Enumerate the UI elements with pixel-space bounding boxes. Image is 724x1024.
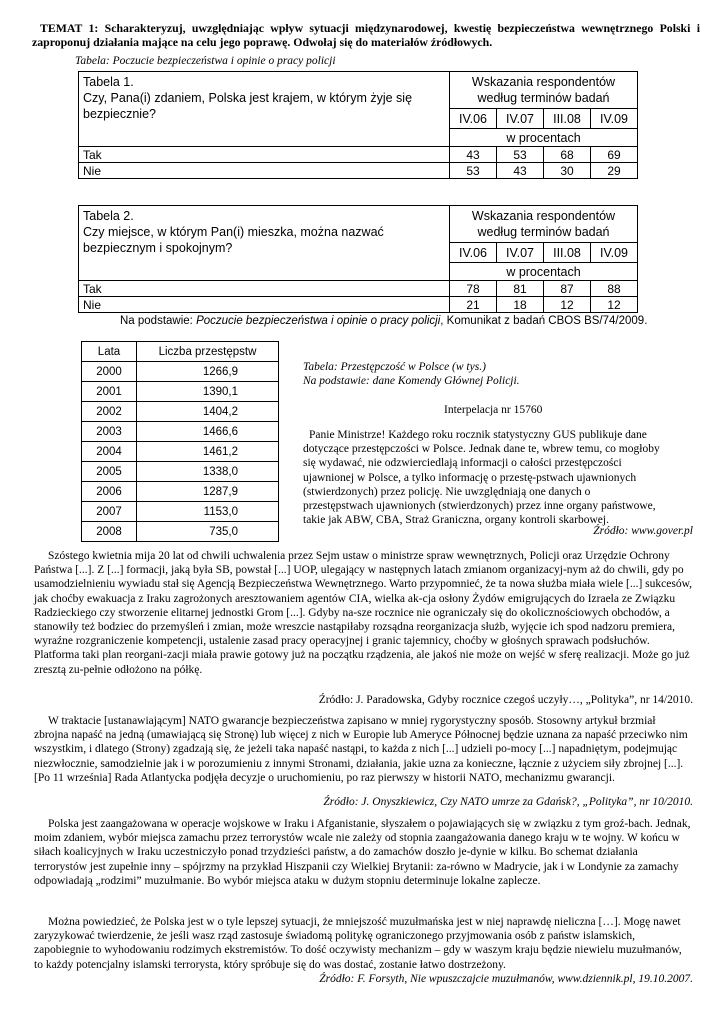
table2-cell: 78	[450, 281, 497, 297]
crime-year: 2000	[82, 362, 137, 382]
paragraph-terrorism: Polska jest zaangażowana w operacje wojskowe w Iraku i Afganistanie, słyszałem o pojawiających się w związku z tym groź-bach. Jednak, moim zdaniem, wybór miejsca zamachu przez terrorystów wcale nie zależy od stopnia zaangażowania danego kraju w te wojny. W końcu w siłach koalicyjnych w Iraku uczestniczyło ponad trzydzieści państw, a do zamachów doszło je-dynie w kilku. Bo schemat działania terrorystów jest zupełnie inny – spójrzmy na przykład Hiszpanii czy Wielkiej Brytanii: za-równo w Madrycie, jak i w Londynie za zamachy odpowiadają „rodzimi” muzułmanie. Bo wybór miejsca ataku w dużym stopniu determinuje lokalne zaplecze.	[34, 818, 691, 887]
source-title: Poczucie bezpieczeństwa i opinie o pracy policji	[196, 315, 441, 327]
table-row	[82, 442, 279, 462]
table-row	[82, 402, 279, 422]
table2-period: IV.06	[450, 243, 497, 263]
table1-unit: w procentach	[450, 129, 638, 147]
paragraph4-source: Źródło: F. Forsyth, Nie wpuszczajcie muzułmanów, www.dziennik.pl, 19.10.2007.	[319, 973, 693, 985]
table1-row-label: Tak	[79, 147, 450, 163]
table2-row-label: Tak	[79, 281, 450, 297]
table2-unit: w procentach	[450, 263, 638, 281]
table1-period: IV.07	[497, 109, 544, 129]
crime-count: 1461,2	[137, 442, 279, 462]
crime-caption-line2: Na podstawie: dane Komendy Głównej Policji.	[303, 375, 520, 387]
table1-cell: 43	[450, 147, 497, 163]
table2-question	[79, 206, 450, 281]
survey-caption: Tabela: Poczucie bezpieczeństwa i opinie o pracy policji	[75, 55, 336, 67]
table2-cell: 21	[450, 297, 497, 313]
table2-row-label: Nie	[79, 297, 450, 313]
survey-source	[120, 315, 647, 327]
table1-cell: 43	[497, 163, 544, 179]
crime-count: 735,0	[137, 522, 279, 542]
crime-caption	[303, 360, 520, 388]
crime-table	[81, 341, 279, 542]
table1-question-text: Czy, Pana(i) zdaniem, Polska jest krajem, w którym żyje się bezpiecznie?	[83, 91, 413, 121]
crime-count: 1338,0	[137, 462, 279, 482]
table-row	[82, 482, 279, 502]
table1-cell: 29	[591, 163, 638, 179]
table1-period: III.08	[544, 109, 591, 129]
survey-table-1	[78, 71, 638, 179]
table2-title: Tabela 2.	[83, 209, 134, 223]
crime-count: 1266,9	[137, 362, 279, 382]
crime-year: 2006	[82, 482, 137, 502]
crime-year: 2004	[82, 442, 137, 462]
interpellation-text: Panie Ministrze! Każdego roku rocznik statystyczny GUS publikuje dane dotyczące przestępczości w Polsce. Jednak dane te, wbrew temu, co mogłoby się wydawać, nie odzwierciedlają informacji o całości przestępczości ujawnionej w Polsce, a tylko informację o przestę-pstwach ujawnionych (stwierdzonych) przez policję. Nie uwzględniają one danych o przestępstwach ujawnionych (stwierdzonych) przez inne organy państwowe, takie jak ABW, CBA, Straż Graniczna, organy kontroli skarbowej.	[303, 429, 660, 527]
table2-period: IV.09	[591, 243, 638, 263]
table1-cell: 53	[497, 147, 544, 163]
crime-year: 2002	[82, 402, 137, 422]
table1-cell: 30	[544, 163, 591, 179]
table1-period: IV.06	[450, 109, 497, 129]
crime-year: 2008	[82, 522, 137, 542]
crime-count: 1466,6	[137, 422, 279, 442]
table1-period: IV.09	[591, 109, 638, 129]
crime-year: 2005	[82, 462, 137, 482]
table-row	[82, 362, 279, 382]
table2-cell: 88	[591, 281, 638, 297]
task-header: TEMAT 1: Scharakteryzuj, uwzględniając wpływ sytuacji międzynarodowej, kwestię bezpieczeństwa wewnętrznego Polski i zaproponuj działania mające na celu jego poprawę. Odwołaj się do materiałów źródłowych.	[32, 21, 700, 49]
crime-year: 2001	[82, 382, 137, 402]
table2-cell: 12	[591, 297, 638, 313]
table1-cell: 69	[591, 147, 638, 163]
table2-cell: 87	[544, 281, 591, 297]
table-row	[79, 163, 638, 179]
table2-cell: 18	[497, 297, 544, 313]
table-row	[82, 502, 279, 522]
survey-table-2	[78, 205, 638, 313]
table-row	[82, 382, 279, 402]
interpellation-source: Źródło: www.gover.pl	[593, 525, 693, 537]
table-row	[79, 147, 638, 163]
crime-col-year: Lata	[82, 342, 137, 362]
table-row	[82, 522, 279, 542]
table2-period: III.08	[544, 243, 591, 263]
paragraph-nato: W traktacie [ustanawiającym] NATO gwarancje bezpieczeństwa zapisano w mniej rygorystyczny sposób. Stosowny artykuł brzmiał zbrojna napaść na jedną (umawiającą się Stronę) lub więcej z nich w Europie lub Ameryce Północnej będzie uznana za napaść przeciwko nim wszystkim, i dlatego (Strony) zgadzają się, że jeżeli taka napaść nastąpi, to każda z nich [...] udzieli po-mocy [...] napadniętym, podejmując niezwłocznie, samodzielnie jak i w porozumieniu z innymi Stronami, działania, jakie uzna za konieczne, łącznie z użyciem siły zbrojnej [...]. [Po 11 września] Rada Atlantycka podjęła decyzje o uruchomieniu, po raz pierwszy w historii NATO, mechanizmu gwarancji.	[34, 715, 688, 784]
paragraph1-source: Źródło: J. Paradowska, Gdyby rocznice czegoś uczyły…, „Polityka”, nr 14/2010.	[318, 694, 693, 706]
crime-caption-line1: Tabela: Przestępczość w Polsce (w tys.)	[303, 361, 486, 373]
interpellation-title: Interpelacja nr 15760	[444, 404, 543, 416]
table1-header: Wskazania respondentów według terminów badań	[450, 72, 638, 109]
paragraph2-source: Źródło: J. Onyszkiewicz, Czy NATO umrze za Gdańsk?, „Polityka”, nr 10/2010.	[323, 796, 693, 808]
paragraph-security-services: Szóstego kwietnia mija 20 lat od chwili uchwalenia przez Sejm ustaw o ministrze spraw wewnętrznych, Policji oraz Urzędzie Ochrony Państwa [...]. Z [...] formacji, jaką była SB, powstał [...] UOP, ulegający w następnych latach zmianom organizacyj-nym aż do chwili, gdy po usamodzielnieniu wywiadu stał się Agencją Bezpieczeństwa Wewnętrznego. Warto przypomnieć, że ta nowa służba miała wiele [...] sukcesów, jak choćby ewakuacja z Iraku zagrożonych aresztowaniem agentów CIA, wielka ak-cja osłony Żydów emigrujących do Izraela ze Związku Radzieckiego czy stworzenie elitarnej jednostki Grom [...]. Gdyby na-sze rocznice nie ograniczały się do okolicznościowych obchodów, a stanowiły też bodziec do przemyśleń i zmian, może wreszcie nastąpiłaby rozsądna reorganizacja służb, wyjęcie ich spod nadzoru premiera, wyraźne rozgraniczenie kompetencji, ustalenie zasad pracy operacyjnej i granic tajemnicy, choćby w głośnych sprawach podsłuchów. Platforma taki plan reorgani-zacji miała prawie gotowy już na początku rządzenia, ale jakoś nie może on wejść w sferę realizacji. Może go już zresztą zu-pełnie odłożono na półkę.	[34, 550, 692, 676]
table2-period: IV.07	[497, 243, 544, 263]
paragraph-muslims: Można powiedzieć, że Polska jest w o tyle lepszej sytuacji, że mniejszość muzułmańska jest w niej naprawdę nieliczna […]. Mogę nawet zaryzykować twierdzenie, że jeśli wasz rząd zastosuje świadomą politykę ograniczonego przyjmowania osób z państw islamskich, zapobiegnie to wyhodowaniu rodzimych ekstremistów. To dość oczywisty mechanizm – gdy w waszym kraju będzie niewielu muzułmanów, to każdy potencjalny islamski terrorysta, który spróbuje się do was dostać, zostanie łatwo dostrzeżony.	[34, 916, 682, 971]
table2-cell: 12	[544, 297, 591, 313]
table1-row-label: Nie	[79, 163, 450, 179]
crime-col-count: Liczba przestępstw	[137, 342, 279, 362]
table-row	[79, 297, 638, 313]
table1-question	[79, 72, 450, 147]
table2-header: Wskazania respondentów według terminów badań	[450, 206, 638, 243]
table2-cell: 81	[497, 281, 544, 297]
crime-count: 1390,1	[137, 382, 279, 402]
crime-count: 1404,2	[137, 402, 279, 422]
table1-cell: 68	[544, 147, 591, 163]
crime-year: 2003	[82, 422, 137, 442]
source-suffix: , Komunikat z badań CBOS BS/74/2009.	[440, 315, 648, 327]
crime-count: 1287,9	[137, 482, 279, 502]
table1-cell: 53	[450, 163, 497, 179]
table2-question-text: Czy miejsce, w którym Pan(i) mieszka, można nazwać bezpiecznym i spokojnym?	[83, 225, 384, 255]
table1-title: Tabela 1.	[83, 75, 134, 89]
crime-year: 2007	[82, 502, 137, 522]
table-row	[82, 462, 279, 482]
table-row	[79, 281, 638, 297]
table-row	[82, 422, 279, 442]
source-prefix: Na podstawie:	[120, 315, 197, 327]
crime-count: 1153,0	[137, 502, 279, 522]
